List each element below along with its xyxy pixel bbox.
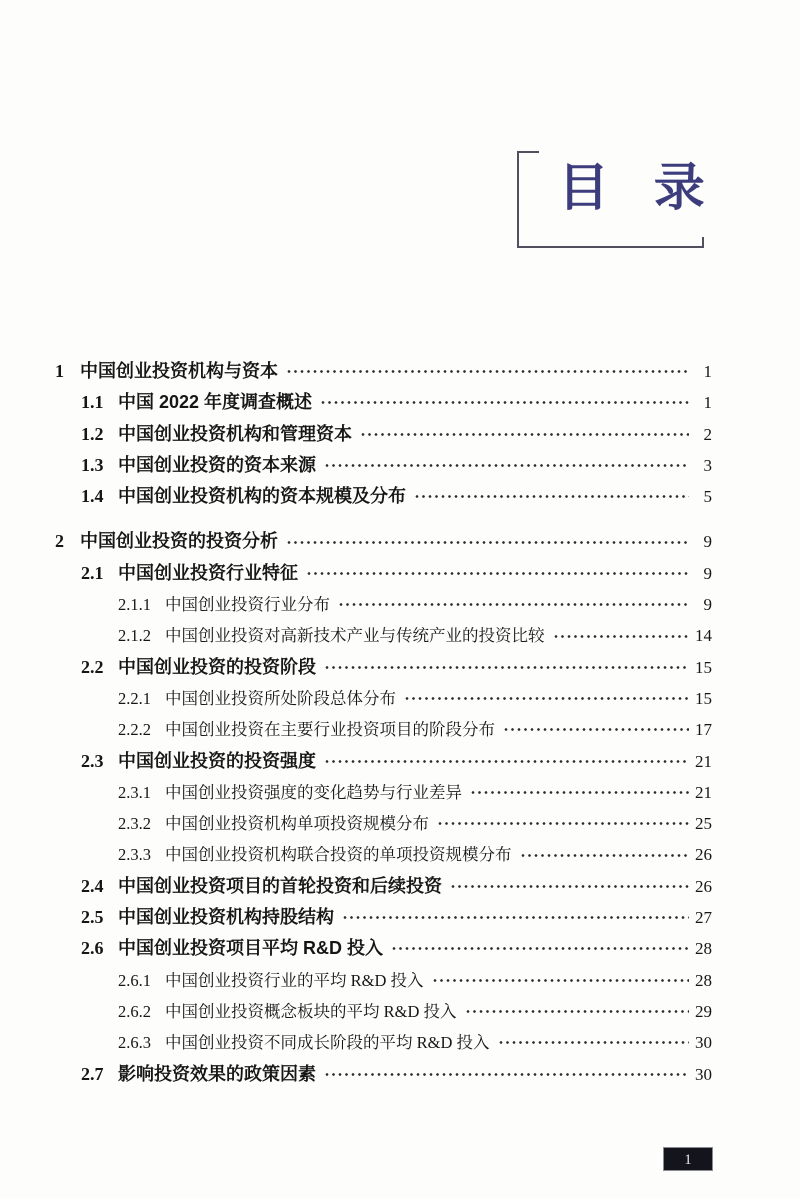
- dot-leader: [499, 1041, 689, 1044]
- toc-entry-number: 2.3.1: [118, 782, 151, 802]
- toc-entry-page: 17: [695, 720, 712, 740]
- toc-entry-title: 中国创业投资所处阶段总体分布: [165, 688, 396, 708]
- toc-entry-page: 1: [703, 393, 712, 413]
- dot-leader: [521, 854, 690, 857]
- dot-leader: [287, 370, 689, 373]
- toc-entry-page: 21: [695, 782, 712, 802]
- toc-entry-page: 9: [703, 532, 712, 552]
- toc-entry-number: 2.3.3: [118, 845, 151, 865]
- toc-entry: [55, 620, 712, 651]
- toc-entry-page: 15: [695, 688, 712, 708]
- toc-entry-page: 14: [695, 626, 712, 646]
- toc-entry-title: 中国创业投资机构联合投资的单项投资规模分布: [165, 845, 512, 865]
- toc-entry-page: 9: [703, 563, 712, 583]
- toc-entry-number: 2.5: [81, 907, 104, 928]
- toc-entry-number: 2.2: [81, 656, 104, 677]
- dot-leader: [287, 541, 689, 544]
- toc-entry: [55, 683, 712, 714]
- toc-entry-page: 25: [695, 814, 712, 834]
- dot-leader: [405, 697, 689, 700]
- table-of-contents: [55, 356, 712, 1090]
- toc-entry-number: 2.7: [81, 1063, 104, 1084]
- dot-leader: [415, 495, 689, 498]
- dot-leader: [321, 401, 689, 404]
- toc-entry-number: 2.1: [81, 562, 104, 583]
- page-number-badge: 1: [663, 1147, 713, 1171]
- dot-leader: [392, 947, 689, 950]
- toc-entry-page: 30: [695, 1064, 712, 1084]
- toc-entry-page: 29: [695, 1001, 712, 1021]
- toc-entry: [55, 808, 712, 839]
- toc-entry-title: 中国 2022 年度调查概述: [118, 392, 313, 413]
- toc-entry: [55, 777, 712, 808]
- toc-entry-title: 中国创业投资机构单项投资规模分布: [165, 814, 429, 834]
- toc-entry: [55, 1027, 712, 1058]
- toc-entry-number: 2.3.2: [118, 814, 151, 834]
- toc-entry-number: 1.1: [81, 392, 104, 413]
- toc-entry-number: 2.1.2: [118, 626, 151, 646]
- toc-entry-title: 中国创业投资项目平均 R&D 投入: [118, 938, 383, 959]
- toc-entry: [55, 714, 712, 745]
- toc-entry-title: 中国创业投资的资本来源: [118, 454, 316, 475]
- dot-leader: [339, 603, 689, 606]
- toc-entry-title: 中国创业投资不同成长阶段的平均 R&D 投入: [165, 1033, 490, 1053]
- toc-entry-title: 中国创业投资机构和管理资本: [118, 423, 352, 444]
- toc-entry-number: 1.3: [81, 454, 104, 475]
- toc-entry: [55, 558, 712, 589]
- toc-entry-title: 中国创业投资的投资分析: [80, 531, 278, 552]
- dot-leader: [451, 885, 689, 888]
- toc-entry-page: 27: [695, 908, 712, 928]
- toc-entry-number: 2: [55, 531, 64, 552]
- dot-leader: [325, 1073, 689, 1076]
- toc-entry-number: 2.6: [81, 938, 104, 959]
- dot-leader: [438, 822, 689, 825]
- toc-entry-number: 1.4: [81, 486, 104, 507]
- toc-entry-title: 中国创业投资机构的资本规模及分布: [118, 486, 406, 507]
- toc-entry-page: 3: [703, 455, 712, 475]
- toc-entry-number: 2.2.1: [118, 688, 151, 708]
- toc-entry: [55, 965, 712, 996]
- toc-entry-page: 15: [695, 657, 712, 677]
- toc-entry: [55, 871, 712, 902]
- toc-entry-page: 26: [695, 876, 712, 896]
- toc-entry-number: 2.6.1: [118, 970, 151, 990]
- toc-entry: [55, 746, 712, 777]
- toc-entry-title: 中国创业投资对高新技术产业与传统产业的投资比较: [165, 626, 545, 646]
- toc-entry-title: 中国创业投资行业分布: [165, 595, 330, 615]
- toc-entry-number: 1.2: [81, 423, 104, 444]
- dot-leader: [325, 464, 689, 467]
- toc-entry: [55, 450, 712, 481]
- page-title: 目 录: [558, 161, 721, 217]
- toc-entry-number: 2.6.3: [118, 1033, 151, 1053]
- toc-entry: [55, 996, 712, 1027]
- toc-entry-page: 28: [695, 939, 712, 959]
- toc-entry-page: 30: [695, 1033, 712, 1053]
- toc-entry-page: 28: [695, 970, 712, 990]
- toc-entry-title: 中国创业投资在主要行业投资项目的阶段分布: [165, 720, 495, 740]
- toc-entry: [55, 933, 712, 964]
- toc-entry-title: 中国创业投资项目的首轮投资和后续投资: [118, 875, 442, 896]
- dot-leader: [307, 572, 689, 575]
- toc-entry-title: 中国创业投资的投资强度: [118, 750, 316, 771]
- toc-entry-number: 1: [55, 361, 64, 381]
- toc-entry: [55, 419, 712, 450]
- toc-entry-page: 2: [703, 424, 712, 444]
- toc-entry-title: 中国创业投资行业特征: [118, 562, 298, 583]
- toc-entry-title: 中国创业投资机构持股结构: [118, 907, 334, 928]
- toc-entry-number: 2.6.2: [118, 1001, 151, 1021]
- toc-entry: [55, 1059, 712, 1090]
- toc-entry-page: 9: [703, 595, 712, 615]
- toc-entry-page: 21: [695, 751, 712, 771]
- toc-entry-number: 2.1.1: [118, 595, 151, 615]
- toc-entry: [55, 839, 712, 870]
- toc-title-frame: [517, 153, 721, 248]
- toc-entry-page: 26: [695, 845, 712, 865]
- dot-leader: [325, 760, 689, 763]
- dot-leader: [343, 916, 689, 919]
- dot-leader: [504, 728, 689, 731]
- toc-entry: [55, 481, 712, 512]
- toc-entry-title: 影响投资效果的政策因素: [118, 1063, 316, 1084]
- dot-leader: [471, 791, 689, 794]
- toc-entry-title: 中国创业投资概念板块的平均 R&D 投入: [165, 1001, 457, 1021]
- toc-entry: [55, 589, 712, 620]
- dot-leader: [554, 635, 690, 638]
- toc-entry-title: 中国创业投资的投资阶段: [118, 656, 316, 677]
- dot-leader: [361, 433, 689, 436]
- dot-leader: [433, 979, 689, 982]
- toc-entry: [55, 652, 712, 683]
- toc-entry-number: 2.2.2: [118, 720, 151, 740]
- toc-entry-number: 2.4: [81, 875, 104, 896]
- toc-entry: [55, 902, 712, 933]
- toc-entry-page: 5: [703, 487, 712, 507]
- dot-leader: [466, 1010, 689, 1013]
- toc-entry-number: 2.3: [81, 750, 104, 771]
- dot-leader: [325, 666, 689, 669]
- toc-entry: [55, 356, 712, 387]
- toc-entry-title: 中国创业投资强度的变化趋势与行业差异: [165, 782, 462, 802]
- toc-entry-title: 中国创业投资行业的平均 R&D 投入: [165, 970, 424, 990]
- toc-entry: [55, 526, 712, 557]
- toc-entry-title: 中国创业投资机构与资本: [80, 361, 278, 381]
- toc-entry-page: 1: [703, 362, 712, 381]
- toc-entry: [55, 387, 712, 418]
